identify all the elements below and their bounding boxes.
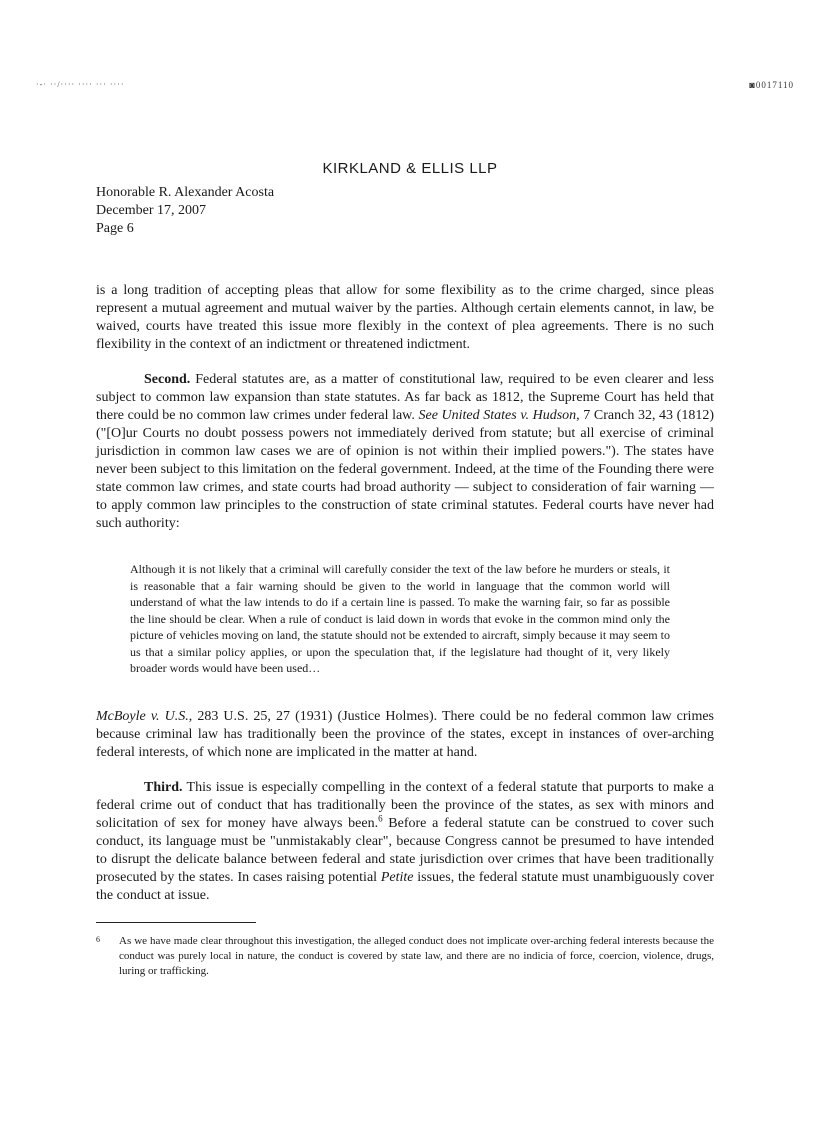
recipient-line: Honorable R. Alexander Acosta <box>96 185 275 200</box>
footnote-marker: 6 <box>96 935 100 944</box>
paragraph-text: issues, the federal statute must unambiguously cover the conduct at issue. <box>96 870 714 903</box>
letter-header <box>96 184 274 238</box>
paragraph-text: , 7 Cranch 32, 43 (1812) ("[O]ur Courts no doubt possess powers not immediately derived from statute; but all exercise of criminal jurisdiction in common law cases we are of opinion is not within their implied powers."). The states have never been subject to this limitation on the federal government. Indeed, at the time of the Founding there were state common law crimes, and state courts had broad authority — subject to consideration of fair warning — to apply common law principles to the construction of state criminal statutes. Federal courts have never had such authority: <box>96 408 714 531</box>
paragraph-lead-second: Second. <box>144 372 191 387</box>
case-citation: McBoyle v. U.S. <box>96 709 189 724</box>
footnote-text: As we have made clear throughout this investigation, the alleged conduct does not implicate over-arching federal interests because the conduct was purely local in nature, the conduct is covered by state law, and there are no indicia of force, coercion, violence, drugs, luring or trafficking. <box>119 935 714 977</box>
fax-header-left: ·-· ··/···· ···· ··· ···· <box>36 80 125 89</box>
page-number-line: Page 6 <box>96 221 134 236</box>
fax-page-stamp: ◙0017110 <box>749 80 794 90</box>
case-term: Petite <box>380 870 414 885</box>
paragraph-lead-third: Third. <box>144 780 183 795</box>
paragraph-citation <box>96 708 714 762</box>
block-quote: Although it is not likely that a criminal will carefully consider the text of the law before he murders or steals, it is reasonable that a fair warning should be given to the world in language that the common world will understand of what the law intends to do if a certain line is passed. To make the warning fair, so far as possible the line should be clear. When a rule of conduct is laid down in words that evoke in the common mind only the picture of vehicles moving on land, the statute should not be extended to aircraft, simply because it may seem to us that a similar policy applies, or upon the speculation that, if the legislature had thought of it, very likely broader words would have been used… <box>130 562 670 675</box>
paragraph-third <box>96 779 714 905</box>
footnote <box>96 934 714 979</box>
paragraph-text: Before a federal statute can be construed to cover such conduct, its language must be "unmistakably clear", because Congress cannot be presumed to have intended to disrupt the delicate balance between federal and state jurisdiction over crimes that have been traditionally prosecuted by the states. In cases raising potential <box>96 816 714 885</box>
paragraph-text: , 283 U.S. 25, 27 (1931) (Justice Holmes). There could be no federal common law crimes because criminal law has traditionally been the province of the states, except in instances of over-arching federal interests, of which none are implicated in the matter at hand. <box>96 709 714 760</box>
case-citation: See United States v. Hudson <box>418 408 577 423</box>
firm-letterhead: KIRKLAND & ELLIS LLP <box>322 160 498 177</box>
paragraph-text: This issue is especially compelling in the context of a federal statute that purports to make a federal crime out of conduct that has traditionally been the province of the states, as sex with minors and solicitation of sex for money have always been. <box>96 780 714 831</box>
footnote-reference: 6 <box>378 813 383 824</box>
paragraph-second <box>96 371 714 533</box>
paragraph-continuation: is a long tradition of accepting pleas that allow for some flexibility as to the crime charged, since pleas represent a mutual agreement and mutual waiver by the parties. Although certain elements cannot, in law, be waived, courts have treated this issue more flexibly in the context of plea agreements. There is no such flexibility in the context of an indictment or threatened indictment. <box>96 283 714 352</box>
date-line: December 17, 2007 <box>96 203 207 218</box>
paragraph-text: Federal statutes are, as a matter of constitutional law, required to be even clearer and less subject to common law expansion than state statutes. As far back as 1812, the Supreme Court has held that there could be no common law crimes under federal law. <box>96 372 714 423</box>
footnote-divider <box>96 922 256 923</box>
